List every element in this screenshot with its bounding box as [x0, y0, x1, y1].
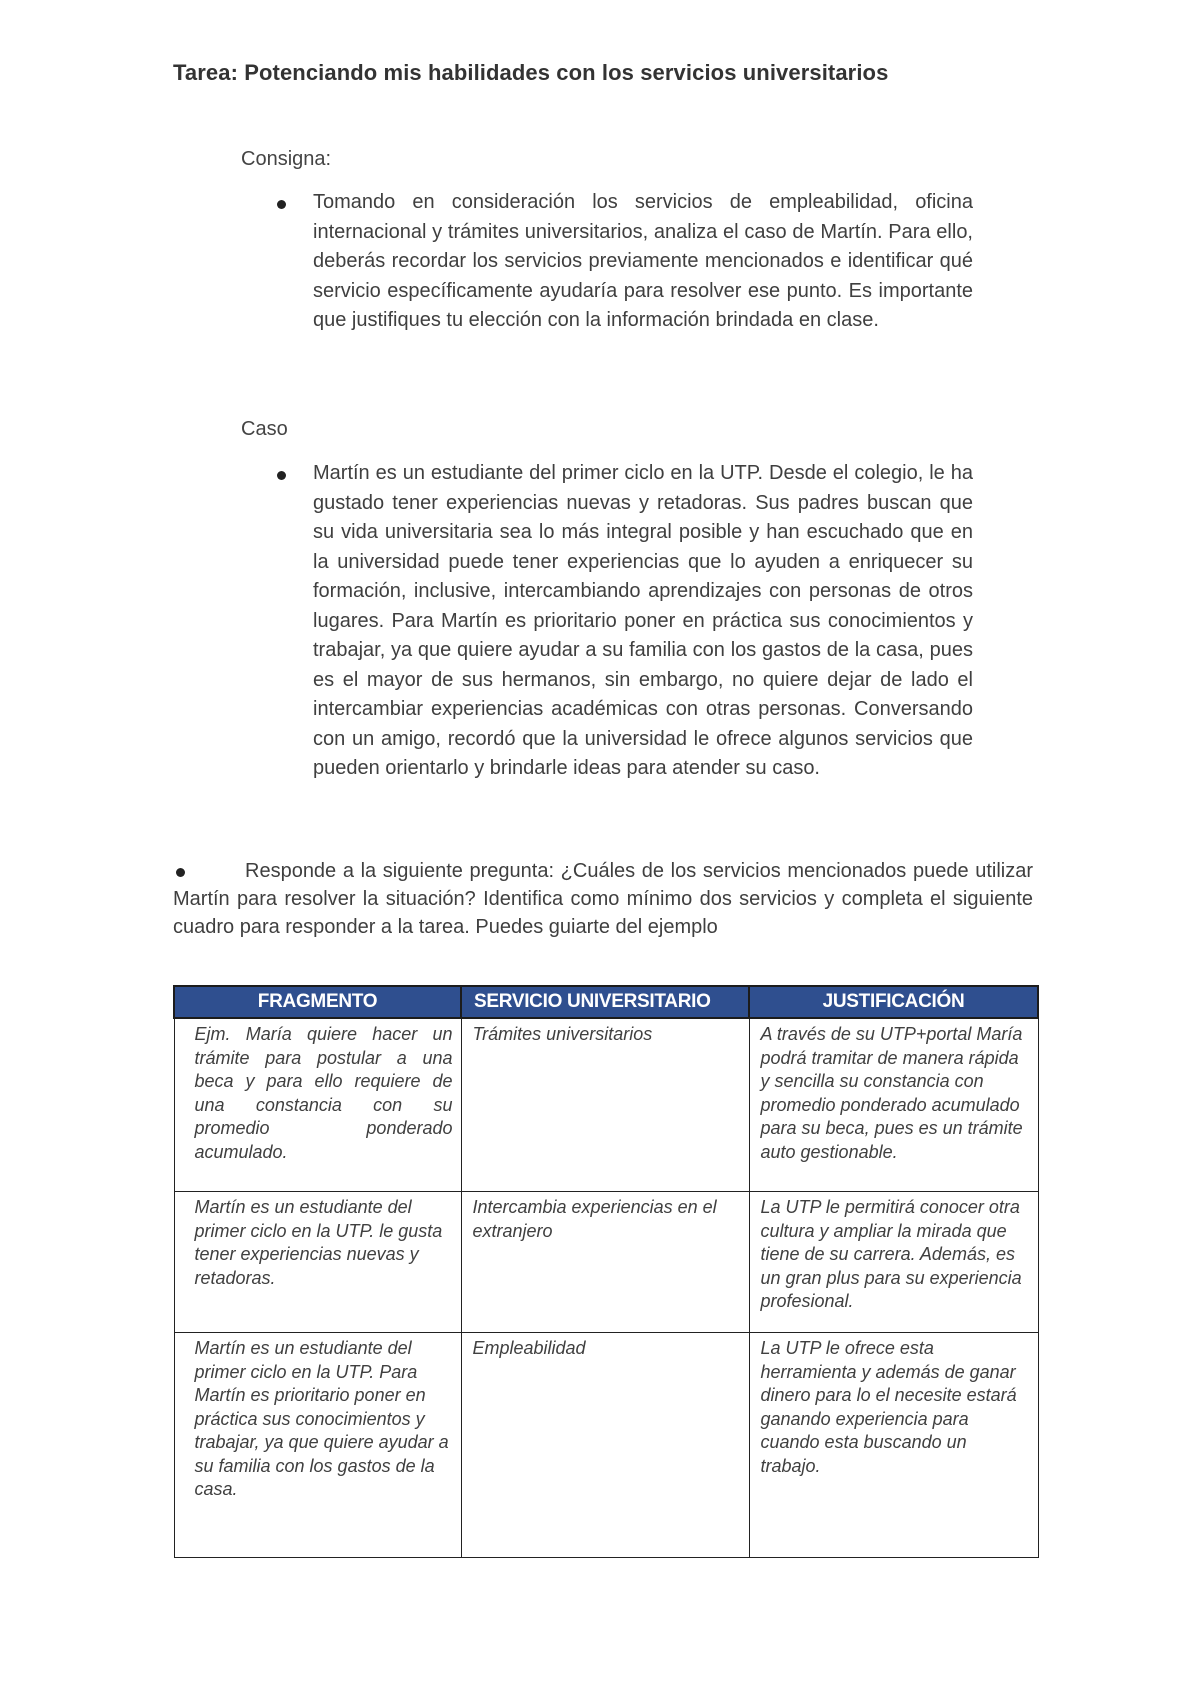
header-justificacion: JUSTIFICACIÓN [749, 986, 1038, 1018]
document-title: Tarea: Potenciando mis habilidades con los servicios universitarios [173, 60, 889, 85]
table-row [174, 1192, 1038, 1333]
justificacion-cell: A través de su UTP+portal María podrá tramitar de manera rápida y sencilla su constancia con promedio ponderado acumulado para su beca, pues es un trámite auto gestionable. [749, 1018, 1038, 1192]
question-text: Responde a la siguiente pregunta: ¿Cuáles de los servicios mencionados puede utilizar Martín para resolver la situación? Identifica como mínimo dos servicios y completa el siguiente cuadro para responder a la tarea. Puedes guiarte del ejemplo [173, 860, 1033, 938]
caso-text: Martín es un estudiante del primer ciclo en la UTP. Desde el colegio, le ha gustado tener experiencias nuevas y retadoras. Sus padres buscan que su vida universitaria sea lo más integral posible y han escuchado que en la universidad puede tener experiencias que lo ayuden a enriquecer su formación, inclusive, intercambiando aprendizajes con personas de otros lugares. Para Martín es prioritario poner en práctica sus conocimientos y trabajar, ya que quiere ayudar a su familia con los gastos de la casa, pues es el mayor de sus hermanos, sin embargo, no quiere dejar de lado el intercambiar experiencias académicas con otras personas. Conversando con un amigo, recordó que la universidad le ofrece algunos servicios que pueden orientarlo y brindarle ideas para atender su caso. [313, 462, 973, 779]
servicio-cell: Intercambia experiencias en el extranjero [461, 1192, 749, 1333]
bullet-icon [277, 471, 286, 480]
servicio-cell: Trámites universitarios [461, 1018, 749, 1192]
consigna-text: Tomando en consideración los servicios de empleabilidad, oficina internacional y trámites universitarios, analiza el caso de Martín. Para ello, deberás recordar los servicios previamente mencionados e identificar qué servicio específicamente ayudaría para resolver ese punto. Es importante que justifiques tu elección con la información brindada en clase. [313, 191, 973, 331]
justificacion-cell: La UTP le permitirá conocer otra cultura y ampliar la mirada que tiene de su carrera. Además, es un gran plus para su experiencia profesional. [749, 1192, 1038, 1333]
consigna-label: Consigna: [241, 148, 332, 170]
table-row [174, 1018, 1038, 1192]
bullet-icon [277, 200, 286, 209]
fragmento-cell: Ejm. María quiere hacer un trámite para postular a una beca y para ello requiere de una constancia con su promedio ponderado acumulado. [174, 1018, 461, 1192]
table-row [174, 1333, 1038, 1558]
services-table [173, 985, 1039, 1558]
servicio-cell: Empleabilidad [461, 1333, 749, 1558]
caso-label: Caso [241, 418, 288, 440]
fragmento-cell: Martín es un estudiante del primer ciclo en la UTP. le gusta tener experiencias nuevas y retadoras. [174, 1192, 461, 1333]
fragmento-cell: Martín es un estudiante del primer ciclo en la UTP. Para Martín es prioritario poner en práctica sus conocimientos y trabajar, ya que quiere ayudar a su familia con los gastos de la casa. [174, 1333, 461, 1558]
header-servicio: SERVICIO UNIVERSITARIO [461, 986, 749, 1018]
justificacion-cell: La UTP le ofrece esta herramienta y además de ganar dinero para lo el necesite estará ganando experiencia para cuando esta buscando un trabajo. [749, 1333, 1038, 1558]
table-header-row [174, 986, 1038, 1018]
header-fragmento: FRAGMENTO [174, 986, 461, 1018]
